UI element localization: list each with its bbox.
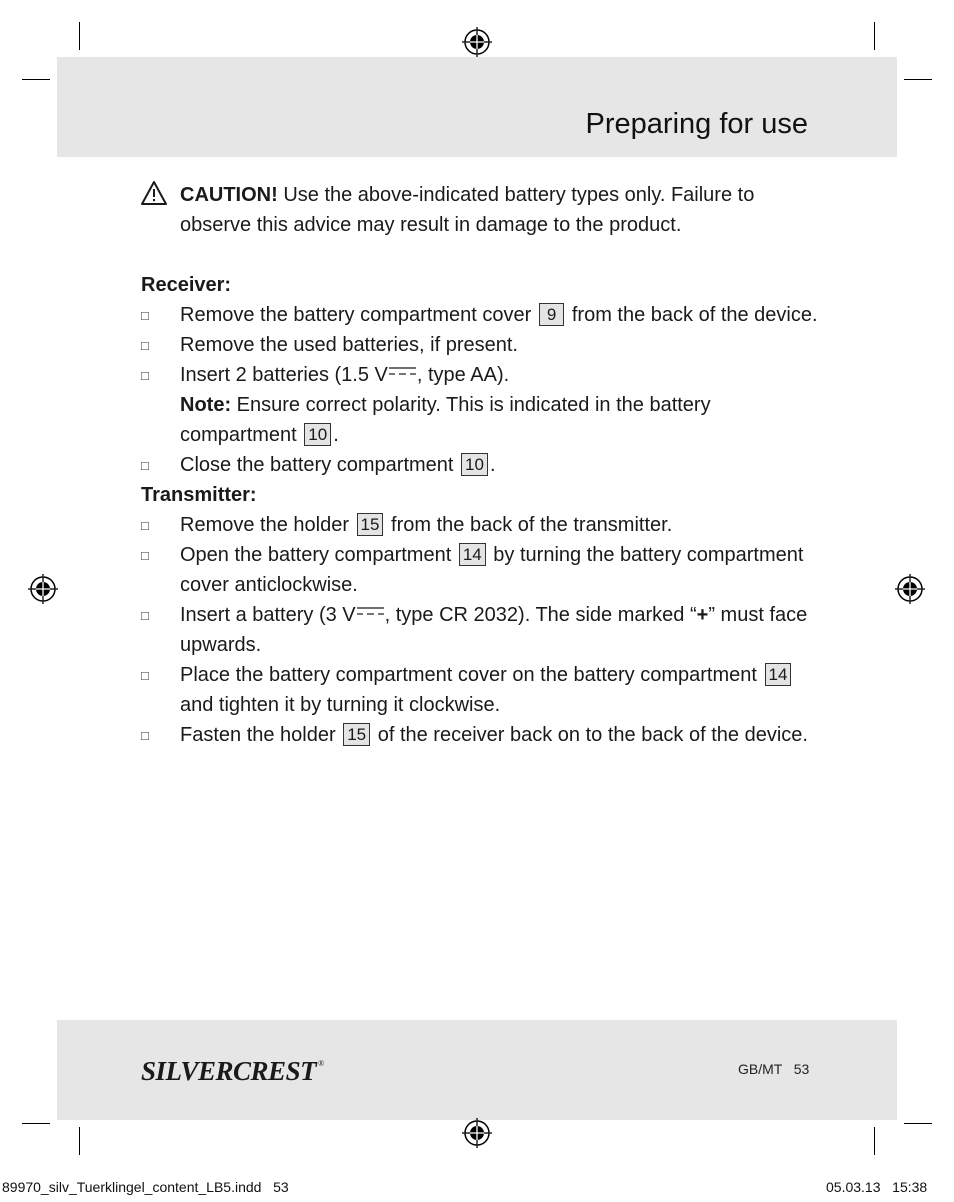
crop-mark	[79, 1127, 80, 1155]
caution-text: Use the above-indicated battery types only. Failure to observe this advice may result in damage to the product.	[180, 184, 755, 236]
direct-current-icon	[389, 366, 416, 376]
step-text: Close the battery compartment	[180, 454, 454, 476]
registration-mark-icon	[28, 574, 58, 604]
plus-sign: +	[696, 604, 709, 626]
step-text: Remove the battery compartment cover	[180, 304, 532, 326]
list-item	[141, 720, 821, 750]
note-text: Ensure correct polarity. This is indicated in the battery compartment	[180, 394, 711, 446]
brand-logo	[141, 1049, 324, 1086]
transmitter-heading: Transmitter:	[141, 484, 257, 506]
registration-mark-icon	[462, 27, 492, 57]
receiver-heading: Receiver:	[141, 274, 232, 296]
step-text: from the back of the transmitter.	[391, 514, 673, 536]
page-title: Preparing for use	[585, 108, 808, 140]
part-reference: 14	[765, 663, 792, 686]
crop-mark	[22, 1123, 50, 1124]
list-item	[141, 540, 821, 600]
checkbox-bullet-icon: □	[141, 368, 149, 383]
list-item	[141, 330, 821, 360]
part-reference: 14	[459, 543, 486, 566]
checkbox-bullet-icon: □	[141, 338, 149, 353]
main-content	[141, 180, 821, 750]
step-text: Remove the holder	[180, 514, 349, 536]
step-text: from the back of the device.	[571, 304, 818, 326]
crop-mark	[874, 1127, 875, 1155]
step-text: Insert a battery (3 V	[180, 604, 356, 626]
step-text: and tighten it by turning it clockwise.	[180, 694, 501, 716]
transmitter-steps	[141, 510, 821, 750]
step-text: of the receiver back on to the back of the device.	[377, 724, 808, 746]
step-text: .	[333, 424, 339, 446]
part-reference: 10	[461, 453, 488, 476]
crop-mark	[904, 1123, 932, 1124]
warning-triangle-icon	[141, 180, 167, 206]
part-reference: 15	[357, 513, 384, 536]
step-text: ” must face upwards.	[180, 604, 808, 656]
registration-mark-icon	[895, 574, 925, 604]
list-item	[141, 300, 821, 330]
step-text: Remove the used batteries, if present.	[180, 334, 518, 356]
checkbox-bullet-icon: □	[141, 458, 149, 473]
file-info: 89970_silv_Tuerklingel_content_LB5.indd 53	[2, 1179, 289, 1195]
checkbox-bullet-icon: □	[141, 548, 149, 563]
part-reference: 9	[539, 303, 564, 326]
brand-name: SILVERCREST	[141, 1056, 317, 1086]
part-reference: 10	[304, 423, 331, 446]
direct-current-icon	[357, 606, 384, 616]
checkbox-bullet-icon: □	[141, 308, 149, 323]
checkbox-bullet-icon: □	[141, 518, 149, 533]
checkbox-bullet-icon: □	[141, 668, 149, 683]
step-text: , type AA).	[416, 364, 510, 386]
step-text: .	[489, 454, 496, 476]
checkbox-bullet-icon: □	[141, 728, 149, 743]
note-label: Note:	[180, 394, 232, 416]
page-number: GB/MT 53	[738, 1061, 810, 1077]
list-item	[141, 510, 821, 540]
crop-mark	[874, 22, 875, 50]
list-item	[141, 450, 821, 480]
list-item	[141, 660, 821, 720]
crop-mark	[22, 79, 50, 80]
step-text: Fasten the holder	[180, 724, 336, 746]
step-text: Insert 2 batteries (1.5 V	[180, 364, 388, 386]
part-reference: 15	[343, 723, 370, 746]
crop-mark	[79, 22, 80, 50]
step-text: , type CR 2032). The side marked “	[384, 604, 697, 626]
checkbox-bullet-icon: □	[141, 608, 149, 623]
step-text: by turning the battery compartment cover anticlockwise.	[180, 544, 804, 596]
step-text: Place the battery compartment cover on the battery compartment	[180, 664, 757, 686]
caution-label: CAUTION!	[180, 184, 278, 206]
caution-note	[141, 180, 821, 240]
date-info: 05.03.13 15:38	[826, 1179, 928, 1195]
registered-mark: ®	[318, 1059, 324, 1068]
registration-mark-icon	[462, 1118, 492, 1148]
crop-mark	[904, 79, 932, 80]
step-text: Open the battery compartment	[180, 544, 452, 566]
list-item	[141, 600, 821, 660]
list-item	[141, 360, 821, 450]
receiver-steps	[141, 300, 821, 480]
